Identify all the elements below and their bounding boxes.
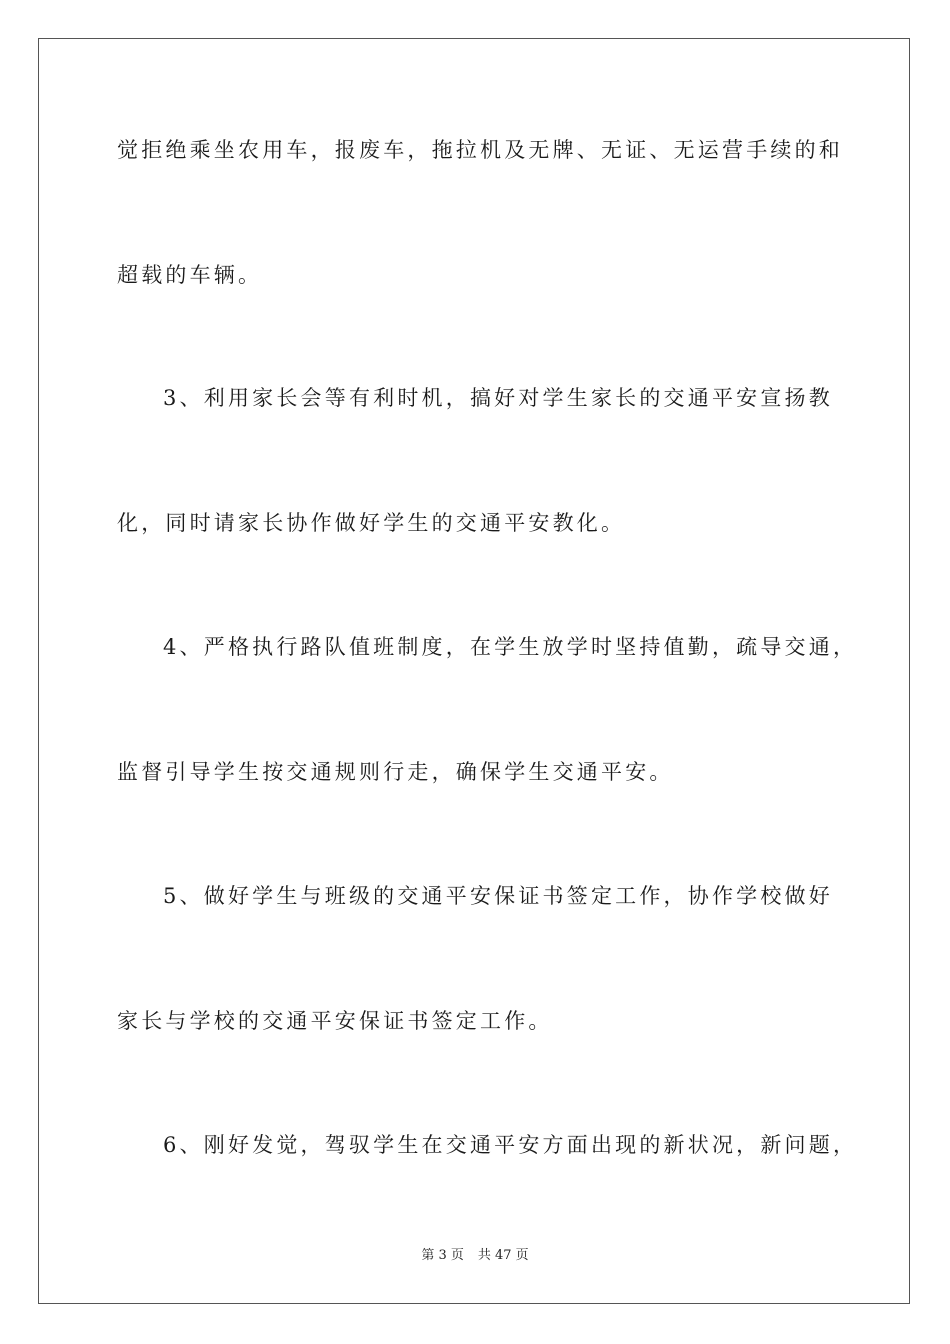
paragraph-line: 觉拒绝乘坐农用车，报废车，拖拉机及无牌、无证、无运营手续的和	[117, 138, 843, 162]
paragraph-line: 3、利用家长会等有利时机，搞好对学生家长的交通平安宣扬教	[163, 386, 833, 410]
paragraph-line: 监督引导学生按交通规则行走，确保学生交通平安。	[117, 760, 674, 784]
paragraph-line: 6、刚好发觉，驾驭学生在交通平安方面出现的新状况，新问题，	[163, 1133, 858, 1157]
page-border	[38, 38, 910, 1304]
page-number: 第 3 页	[421, 1248, 464, 1263]
paragraph-line: 化，同时请家长协作做好学生的交通平安教化。	[117, 511, 626, 535]
paragraph-line: 家长与学校的交通平安保证书签定工作。	[117, 1009, 553, 1033]
page-footer	[0, 1249, 950, 1262]
paragraph-line: 超载的车辆。	[117, 263, 263, 287]
paragraph-line: 5、做好学生与班级的交通平安保证书签定工作，协作学校做好	[163, 884, 833, 908]
paragraph-line: 4、严格执行路队值班制度，在学生放学时坚持值勤，疏导交通，	[163, 635, 858, 659]
page-total: 共 47 页	[477, 1248, 529, 1263]
